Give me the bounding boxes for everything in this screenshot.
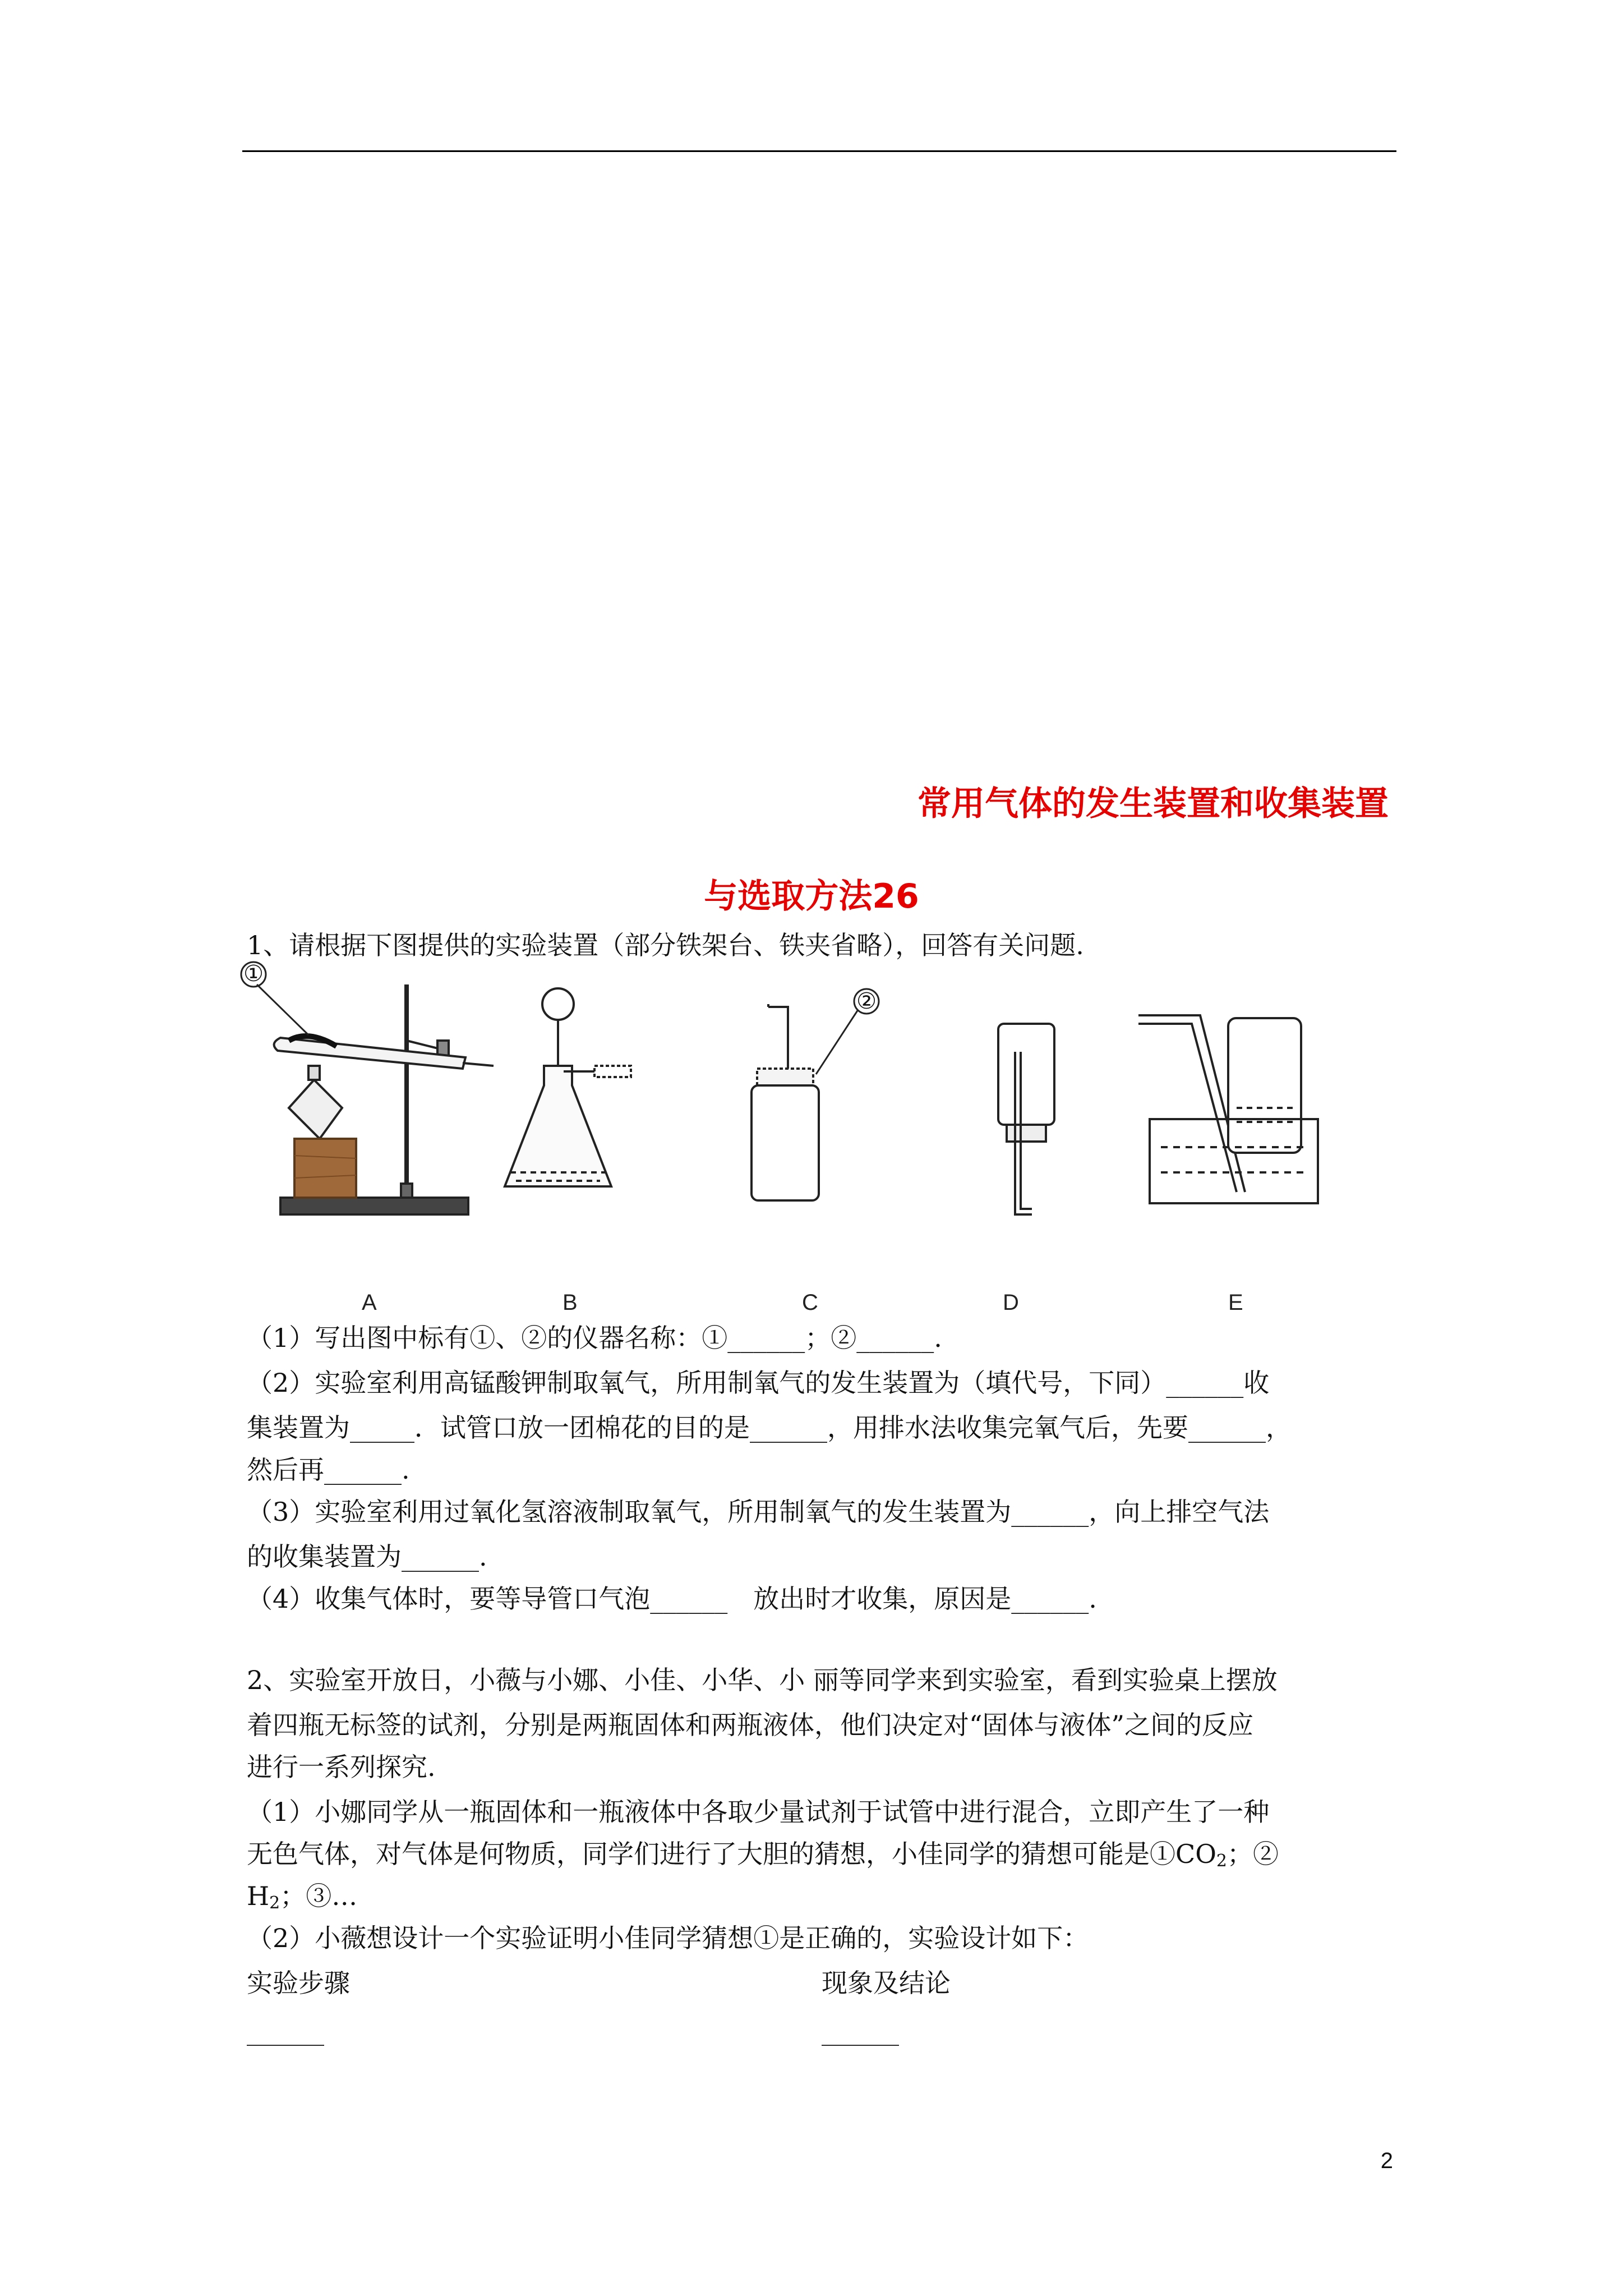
apparatus-c — [751, 989, 879, 1200]
figure-label-e: E — [1228, 1290, 1243, 1315]
marker-1: ① — [243, 961, 264, 987]
table-blank-result: ______ — [822, 2016, 899, 2046]
q1-line-5: （3）实验室利用过氧化氢溶液制取氧气，所用制氧气的发生装置为______，向上排空气法 — [247, 1497, 1270, 1527]
title-line-2: 与选取方法26 — [704, 877, 919, 916]
apparatus-e — [1138, 1015, 1318, 1203]
apparatus-b — [505, 988, 631, 1186]
q2-line-5: 无色气体，对气体是何物质，同学们进行了大胆的猜想，小佳同学的猜想可能是$①CO_2$；② — [247, 1839, 1279, 1871]
q1-line-6: 的收集装置为______. — [247, 1542, 487, 1572]
q1-line-4: 然后再______. — [247, 1455, 410, 1485]
q2-line-4: （1）小娜同学从一瓶固体和一瓶液体中各取少量试剂于试管中进行混合，立即产生了一种 — [247, 1797, 1270, 1827]
header-rule — [242, 150, 1396, 152]
q2-line-7: （2）小薇想设计一个实验证明小佳同学猜想①是正确的，实验设计如下： — [247, 1923, 1089, 1953]
apparatus-d — [998, 1024, 1054, 1214]
q1-line-2: （2）实验室利用高锰酸钾制取氧气，所用制氧气的发生装置为（填代号，下同）______收 — [247, 1368, 1270, 1398]
apparatus-figure — [243, 961, 1312, 1321]
q2-line-6: $H_2$；③… — [247, 1881, 358, 1913]
q1-line-7: （4）收集气体时，要等导管口气泡______ 放出时才收集，原因是______. — [247, 1584, 1097, 1614]
table-header-steps: 实验步骤 — [247, 1968, 350, 1998]
marker-2: ② — [856, 988, 877, 1014]
q1-line-3: 集装置为_____．试管口放一团棉花的目的是______，用排水法收集完氧气后，先要______， — [247, 1412, 1292, 1443]
q1-intro: 1、请根据下图提供的实验装置（部分铁架台、铁夹省略），回答有关问题. — [247, 930, 1084, 960]
q1-line-1: （1）写出图中标有①、②的仪器名称：①______；②______. — [247, 1323, 942, 1353]
q2-line-1: 2、实验室开放日，小薇与小娜、小佳、小华、小 丽等同学来到实验室，看到实验桌上摆放 — [247, 1665, 1278, 1695]
table-blank-steps: ______ — [247, 2016, 324, 2046]
table-header-result: 现象及结论 — [822, 1968, 951, 1998]
figure-label-c: C — [802, 1290, 818, 1315]
figure-label-a: A — [362, 1290, 377, 1315]
figure-label-b: B — [562, 1290, 578, 1315]
q2-line-2: 着四瓶无标签的试剂，分别是两瓶固体和两瓶液体，他们决定对“固体与液体”之间的反应 — [247, 1710, 1254, 1740]
q2-line-3: 进行一系列探究. — [247, 1752, 436, 1782]
figure-label-d: D — [1003, 1290, 1019, 1315]
page-number: 2 — [1380, 2148, 1393, 2173]
apparatus-a — [241, 962, 494, 1214]
title-line-1: 常用气体的发生装置和收集装置 — [917, 784, 1389, 823]
